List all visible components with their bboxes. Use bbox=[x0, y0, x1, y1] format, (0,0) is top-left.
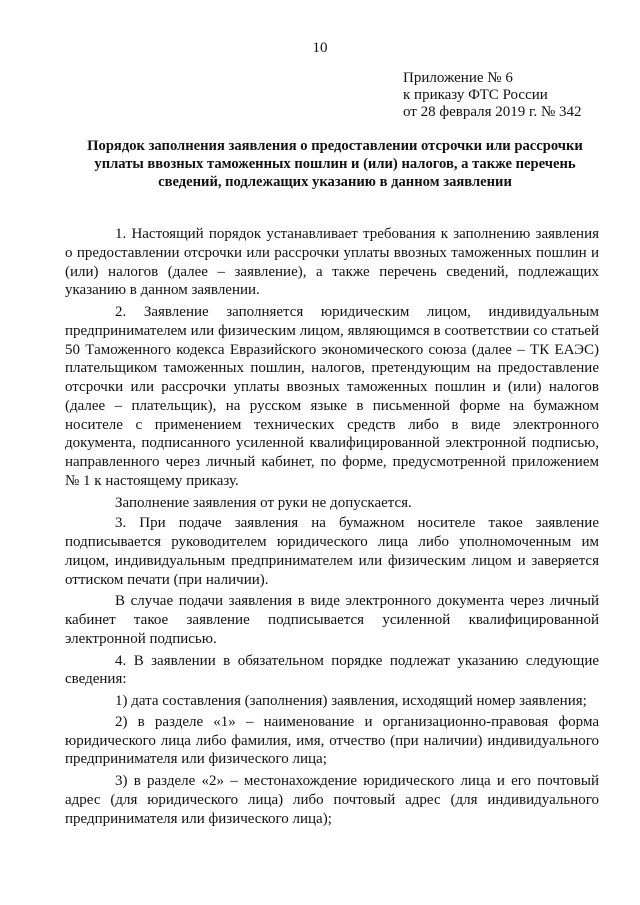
paragraph-1: 1. Настоящий порядок устанавливает требования к заполнению заявления о предоставлении отсрочки или рассрочки уплаты ввозных таможенных пошлин и (или) налогов (далее – заявление), а также перечень сведений, подлежащих указанию в данном заявлении. bbox=[65, 226, 599, 299]
paragraph-2: 2. Заявление заполняется юридическим лицом, индивидуальным предпринимателем или физическим лицом, являющимся в соответствии со статьей 50 Таможенного кодекса Евразийского экономического союза (далее – ТК ЕАЭС) плательщиком таможенных пошлин, налогов, претендующим на предоставление отсрочки или рассрочки уплаты ввозных таможенных пошлин и (или) налогов (далее – плательщик), на русском языке в письменной форме на бумажном носителе с применением технических средств либо в виде электронного документа, подписанного усиленной квалифицированной электронной подписью, направленного через личный кабинет, по форме, предусмотренной приложением № 1 к настоящему приказу. bbox=[65, 304, 599, 489]
page-number: 10 bbox=[312, 40, 328, 56]
title-line: уплаты ввозных таможенных пошлин и (или) налогов, а также перечень bbox=[94, 156, 576, 172]
list-item-2: 2) в разделе «1» – наименование и организационно-правовая форма юридического лица либо фамилия, имя, отчество (при наличии) индивидуального предпринимателя или физического лица; bbox=[65, 713, 599, 768]
title-line: сведений, подлежащих указанию в данном заявлении bbox=[158, 174, 512, 190]
list-item-3: 3) в разделе «2» – местонахождение юридического лица и его почтовый адрес (для юридического лица) либо почтовый адрес (для индивидуального предпринимателя или физического лица); bbox=[65, 773, 599, 827]
paragraph-handwriting-note: Заполнение заявления от руки не допускается. bbox=[115, 494, 412, 511]
appendix-line: от 28 февраля 2019 г. № 342 bbox=[403, 104, 582, 120]
list-item-1: 1) дата составления (заполнения) заявления, исходящий номер заявления; bbox=[115, 693, 587, 709]
appendix-line: к приказу ФТС России bbox=[403, 87, 548, 103]
paragraph-3: 3. При подаче заявления на бумажном носителе такое заявление подписывается руководителем юридического лица либо уполномоченным им лицом, индивидуальным предпринимателем или физическим лицом и заверяется оттиском печати (при наличии). bbox=[65, 515, 599, 588]
appendix-line: Приложение № 6 bbox=[403, 70, 513, 86]
appendix-header bbox=[403, 70, 582, 121]
document-body bbox=[65, 225, 599, 831]
paragraph-4: 4. В заявлении в обязательном порядке подлежат указанию следующие сведения: bbox=[65, 652, 599, 688]
title-line: Порядок заполнения заявления о предоставлении отсрочки или рассрочки bbox=[87, 138, 583, 154]
paragraph-electronic-signing: В случае подачи заявления в виде электронного документа через личный кабинет такое заявление подписывается усиленной квалифицированной электронной подписью. bbox=[65, 593, 599, 647]
document-title bbox=[70, 137, 600, 191]
